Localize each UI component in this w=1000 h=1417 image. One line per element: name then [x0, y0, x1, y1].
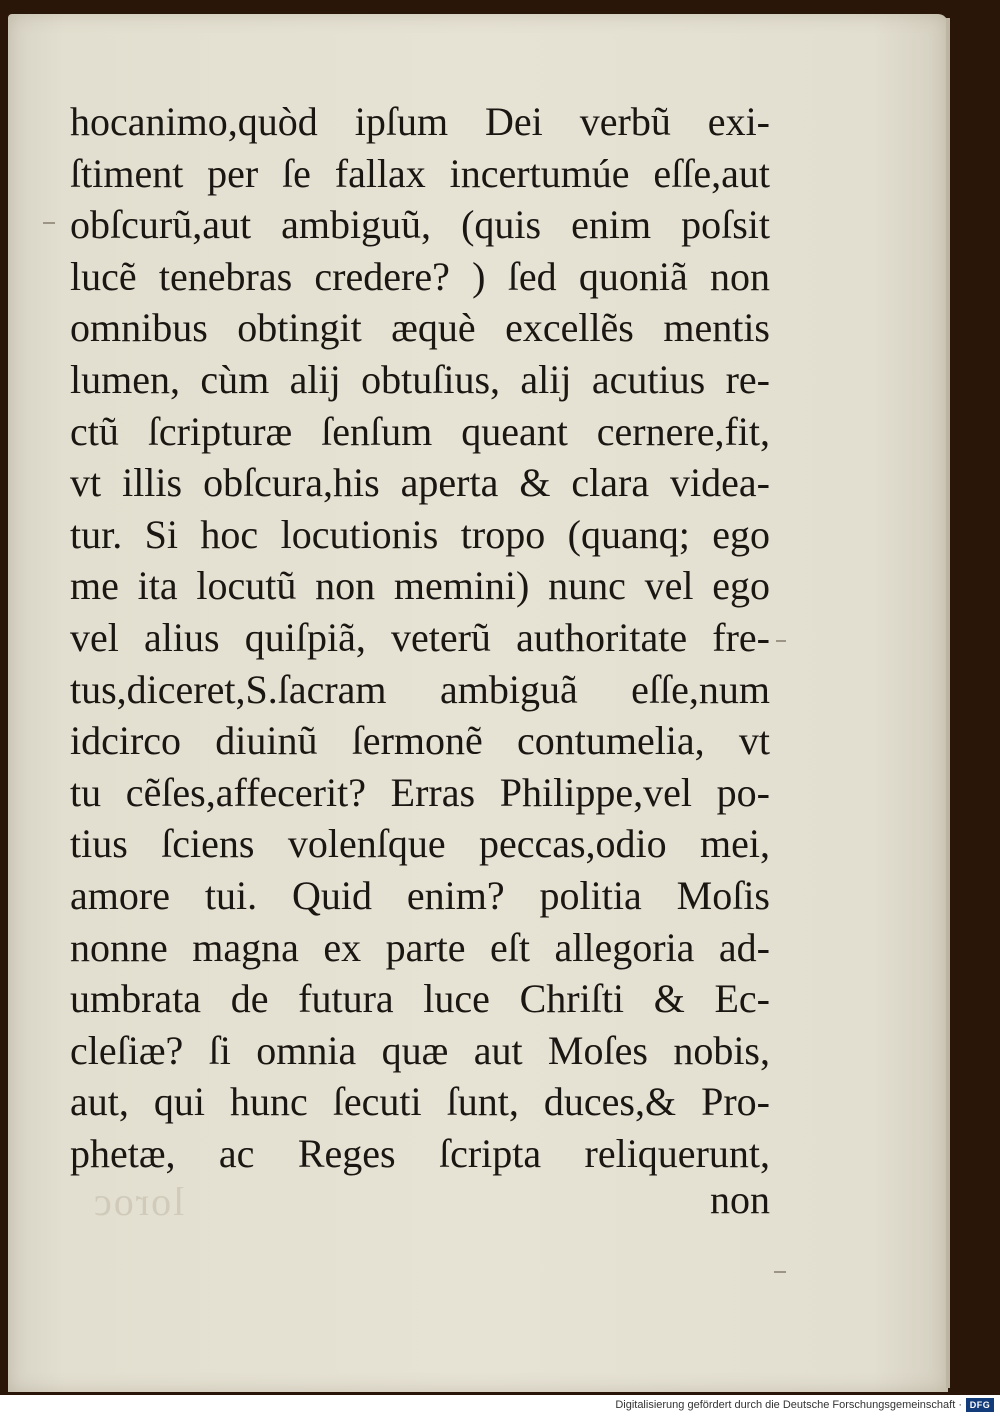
- text-line: omnibus obtingit æquè excellẽs mentis: [70, 305, 770, 351]
- text-line: tus,diceret,S.ſacram ambiguã eſſe,num: [70, 666, 770, 712]
- digitization-credit: Digitalisierung gefördert durch die Deutsche Forschungsgemeinschaft ·: [615, 1399, 962, 1411]
- page-edge-shadow: [946, 18, 950, 1388]
- text-line: vel alius quiſpiã, veterũ authoritate fre-: [70, 614, 770, 660]
- margin-tick-mark: [776, 640, 786, 642]
- text-line: me ita locutũ non memini) nunc vel ego: [70, 563, 770, 609]
- text-line: phetæ, ac Reges ſcripta reliquerunt,: [70, 1130, 770, 1176]
- text-line: cleſiæ? ſi omnia quæ aut Moſes nobis,: [70, 1027, 770, 1073]
- text-line: hocanimo,quòd ipſum Dei verbũ exi-: [70, 99, 770, 144]
- ink-bleed-through: loroc: [92, 1179, 185, 1224]
- margin-tick-mark: [43, 222, 55, 224]
- text-line: ctũ ſcripturæ ſenſum queant cernere,fit,: [70, 408, 770, 454]
- text-line: obſcurũ,aut ambiguũ, (quis enim poſsit: [70, 202, 770, 248]
- text-line: idcirco diuinũ ſermonẽ contumelia, vt: [70, 718, 770, 764]
- text-line: tius ſciens volenſque peccas,odio mei,: [70, 821, 770, 867]
- catchword: non: [710, 1177, 770, 1222]
- dfg-logo-icon: DFG: [966, 1398, 994, 1412]
- margin-tick-mark: [774, 1271, 786, 1273]
- text-line: ſtiment per ſe fallax incertumúe eſſe,aut: [70, 150, 770, 196]
- text-line: vt illis obſcura,his aperta & clara videa-: [70, 460, 770, 506]
- text-line: umbrata de futura luce Chriſti & Ec-: [70, 976, 770, 1022]
- text-block: [70, 96, 770, 1179]
- text-line: amore tui. Quid enim? politia Moſis: [70, 872, 770, 918]
- text-line: tu cẽſes,affecerit? Erras Philippe,vel po-: [70, 769, 770, 815]
- text-line: tur. Si hoc locutionis tropo (quanq; ego: [70, 511, 770, 557]
- text-line: nonne magna ex parte eſt allegoria ad-: [70, 924, 770, 970]
- text-line: aut, qui hunc ſecuti ſunt, duces,& Pro-: [70, 1079, 770, 1125]
- text-line: lumen, cùm alij obtuſius, alij acutius re-: [70, 356, 770, 402]
- text-line: lucẽ tenebras credere? ) ſed quoniã non: [70, 253, 770, 299]
